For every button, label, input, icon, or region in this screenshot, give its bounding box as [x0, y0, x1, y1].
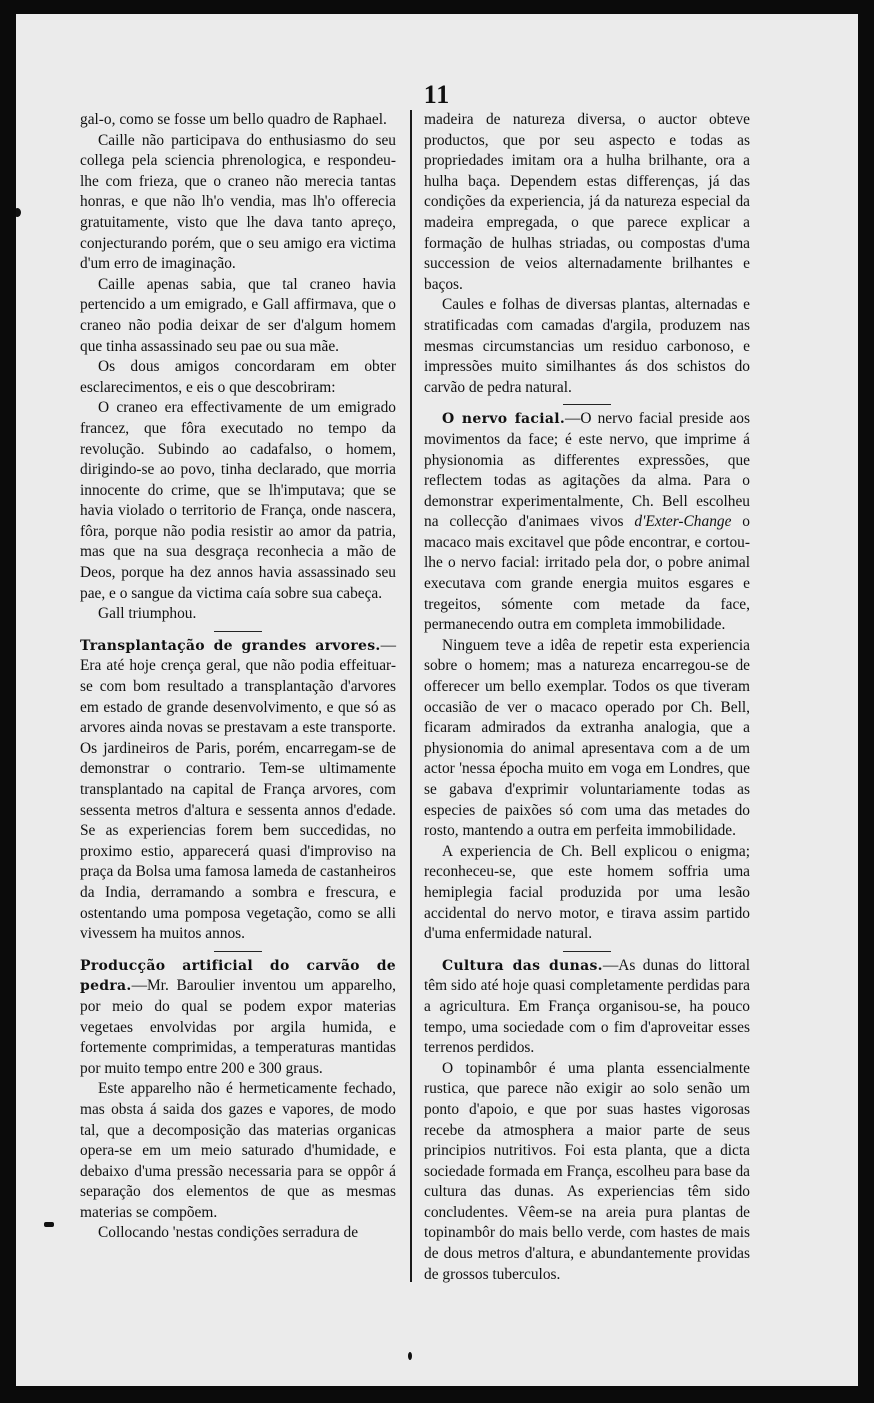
ink-blot: [44, 1222, 54, 1227]
paragraph: gal-o, como se fosse um bello quadro de Raphael.: [80, 111, 387, 128]
article-text: o macaco mais excitavel que pôde encontrar, e cortou-lhe o nervo facial: irritado pela dor, o pobre animal executava com grande energia muitos esgares e tregeitos, sómente com metade da face, permanecendo outra em completa immobilidade.: [424, 513, 750, 634]
paragraph: madeira de natureza diversa, o auctor obteve productos, que por seu aspecto e todas as propriedades imitam ora a hulha brilhante, ora a hulha baça. Dependem estas differenças, já das condições da experiencia, já da natureza especial da madeira empregada, o que parece explicar a formação de hulhas striadas, ou compostas d'uma succession de veios alternadamente brilhantes e baços.: [424, 111, 750, 293]
article-dunas: [424, 956, 750, 1059]
article-heading: Cultura das dunas.: [442, 957, 603, 974]
paragraph: Ninguem teve a idêa de repetir esta experiencia sobre o homem; mas a natureza encarregou-se de offerecer um bello exemplar. Todos os que tiveram occasião de ver o macaco operado por Ch. Bell, ficaram admirados da extranha analogia, que a physionomia do animal apresentava com a de um actor 'nessa épocha muito em voga em Londres, que se gabava d'exprimir voluntariamente todas as especies de paixões só com uma das metades do rosto, mantendo a outra em perfeita immobilidade.: [424, 636, 750, 840]
paragraph: Caille apenas sabia, que tal craneo havia pertencido a um emigrado, e Gall affirmava, que o craneo não podia deixar de ser d'algum homem que tinha assassinado seu pae ou sua mãe.: [80, 275, 396, 355]
column-divider: [410, 110, 412, 1282]
italic-term: d'Exter-Change: [634, 513, 732, 531]
article-carvao: [80, 956, 396, 1080]
paragraph: Caille não participava do enthusiasmo do seu collega pela sciencia phrenologica, e respondeu-lhe com frieza, que o craneo não merecia tantas honras, e que não lh'o vendia, mas lh'o offerecia gratuitamente, visto que lhe dava tanto apreço, conjecturando porém, que o seu amigo era victima d'um erro de imaginação.: [80, 131, 396, 273]
article-text: —Era até hoje crença geral, que não podia effeituar-se com bom resultado a transplantação d'arvores em estado de grande desenvolvimento, e que só as arvores ainda novas se prestavam a este transporte. Os jardineiros de Paris, porém, encarregam-se de demonstrar o contrario. Tem-se ultimamente transplantado na capital de França arvores, com sessenta metros d'altura e sessenta annos d'edade. Se as experiencias forem bem succedidas, no proximo estio, apparecerá quasi d'improviso na praça da Bolsa uma famosa lameda de castanheiros da India, derramando a sombra e frescura, e ostentando uma pomposa vegetação, como se alli vivessem ha muitos annos.: [80, 636, 396, 943]
page-number: 11: [423, 80, 451, 109]
paragraph: O craneo era effectivamente de um emigrado francez, que fôra executado no tempo da revolução. Subindo ao cadafalso, o homem, dirigindo-se ao povo, tinha declarado, que morria innocente do crime, que se lh'imputava; que se havia violado o territorio de França, onde nascera, fôra, porque não podia resistir ao amor da patria, mas que na sua desgraça reconhecia a mão de Deos, porque ha dez annos havia assassinado seu pae, e o sangue da victima caía sobre sua cabeça.: [80, 399, 396, 602]
section-separator: [214, 951, 262, 952]
article-heading: Producção artificial do carvão de pedra.: [80, 957, 396, 995]
newspaper-page: [16, 14, 858, 1386]
paragraph: Collocando 'nestas condições serradura de: [98, 1224, 359, 1242]
paragraph: Gall triumphou.: [98, 605, 197, 623]
paragraph: O topinambôr é uma planta essencialmente rustica, que parece não exigir ao solo senão um ponto d'apoio, e que por suas hastes vigorosas recebe da atmosphera a maior parte de seus principios nutritivos. Foi esta planta, que a dicta sociedade formada em França, escolheu para base da cultura das dunas. As experiencias têm sido concludentes. Vêem-se na areia pura plantas de topinambôr do mais bello verde, com hastes de mais de dous metros d'altura, e abundantemente providas de grossos tuberculos.: [424, 1059, 750, 1283]
paragraph: Este apparelho não é hermeticamente fechado, mas obsta á saida dos gazes e vapores, de modo tal, que a decomposição das materias organicas opera-se em um meio saturado d'humidade, e debaixo d'uma pressão necessaria para se oppôr á separação dos elementos de que as mesmas materias se compõem.: [80, 1080, 396, 1221]
right-column: [424, 110, 750, 1285]
ink-blot: [408, 1352, 412, 1360]
left-column: [80, 110, 396, 1244]
section-separator: [214, 631, 262, 632]
section-separator: [563, 404, 611, 405]
article-heading: O nervo facial.: [442, 411, 566, 428]
paragraph: Caules e folhas de diversas plantas, alternadas e stratificadas com camadas d'argila, produzem nas mesmas circumstancias um residuo carbonoso, e impressões muito similhantes ás dos schistos do carvão de pedra natural.: [424, 296, 750, 396]
paragraph: Os dous amigos concordaram em obter esclarecimentos, e eis o que descobriram:: [80, 358, 396, 396]
article-text: —Mr. Baroulier inventou um apparelho, por meio do qual se podem expor materias vegetaes envolvidas por argila humida, e fortemente comprimidas, a temperaturas mantidas por muito tempo entre 200 e 300 graus.: [80, 977, 396, 1077]
article-transplantacao: [80, 636, 396, 945]
section-separator: [563, 951, 611, 952]
article-heading: Transplantação de grandes arvores.: [80, 637, 381, 654]
article-text: —O nervo facial preside aos movimentos da face; é este nervo, que imprime á physionomia as differentes expressões, que reflectem todas as agitações da alma. Para o demonstrar experimentalmente, Ch. Bell escolheu na collecção d'animaes vivos: [424, 410, 750, 531]
paragraph: A experiencia de Ch. Bell explicou o enigma; reconheceu-se, que este homem soffria uma hemiplegia facial produzida por uma lesão accidental do nervo motor, e tirava assim partido d'uma enfermidade natural.: [424, 842, 750, 943]
article-text: —As dunas do littoral têm sido até hoje quasi completamente perdidas para a agricultura. Em França organisou-se, ha pouco tempo, uma sociedade com o fim d'aproveitar esses terrenos perdidos.: [424, 956, 750, 1057]
article-nervo-facial: [424, 409, 750, 636]
ink-blot: [16, 208, 21, 217]
